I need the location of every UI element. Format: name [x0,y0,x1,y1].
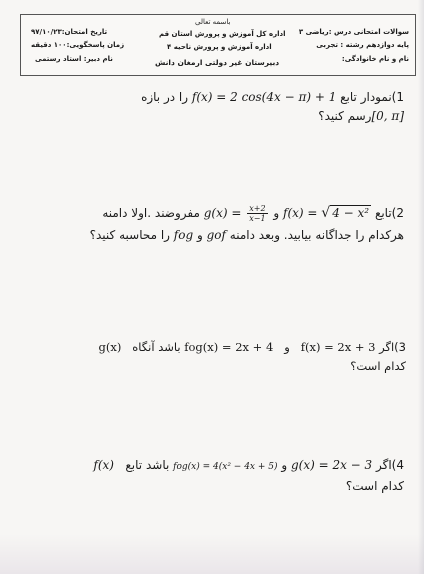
question-3 [26,338,406,376]
question-2-f-lhs: f(x) = [283,206,322,220]
question-3-text-b: باشد آنگاه [132,340,181,354]
question-2-text-a: تابع [374,206,392,220]
question-2-g-formula [203,204,270,223]
question-1-line-2 [74,107,404,126]
question-4-conj: و [281,458,288,472]
school-name: دبیرستان غیر دولتی ارمغان دانش [155,58,280,67]
question-2-conj: و [273,206,280,220]
question-2-conj2: و [196,228,203,242]
question-2-gof: gof [206,228,226,242]
question-1-text-c: رسم کنید؟ [318,109,372,123]
question-1 [74,88,404,126]
question-4 [24,456,404,496]
question-4-fog-formula: fog(x) = 4(x² − 4x + 5) [173,462,278,472]
fraction-numerator: x+2 [249,204,266,213]
question-4-f-term: f(x) [93,458,114,472]
question-4-line-1 [24,456,404,477]
question-2-fog: fog [173,228,194,242]
question-4-line2: کدام است؟ [345,479,404,493]
question-3-line2: کدام است؟ [350,359,406,373]
scan-shadow-bottom [0,534,424,574]
question-2-line-2 [24,224,404,246]
question-2-text-b: مفروضند .اولا دامنه [102,206,200,220]
question-4-number: 4) [391,458,404,472]
question-1-text-a: نمودار تابع [340,90,392,104]
question-1-line-1 [74,88,404,107]
exam-header [20,14,416,76]
org-line2: اداره آموزش و پرورش ناحیه ۴ [167,43,272,51]
question-2-f-radicand: 4 − x² [332,206,370,220]
question-4-text-b: باشد تابع [125,458,170,472]
question-3-line-1 [26,338,406,357]
exam-subject: سوالات امتحانی درس :ریاضی ۳ [298,28,409,36]
basmala: باسمه تعالی [195,18,231,26]
question-2-line2-a: هرکدام را جداگانه بیابید. وبعد دامنه [229,228,404,242]
question-2-g-fraction [247,204,267,223]
question-3-number: 3) [394,340,406,354]
question-1-number: 1) [391,90,404,104]
fraction-denominator: x−1 [249,214,266,223]
question-2-f-formula [283,206,371,220]
sqrt-icon: √ [321,205,331,221]
question-1-formula: f(x) = 2 cos(4x − π) + 1 [191,90,337,104]
question-2-line-1 [24,202,404,224]
question-4-line-2 [24,477,404,496]
question-3-conj: و [284,340,290,354]
question-1-interval: [0, π] [371,109,404,123]
question-3-f-formula: f(x) = 2x + 3 [300,340,376,354]
student-name-field: نام و نام خانوادگی: [341,55,409,63]
question-1-text-b: را در بازه [141,90,189,104]
grade-field: پایه دوازدهم رشته : تجربی [316,41,409,49]
question-2-g-lhs: g(x) = [203,206,246,220]
scan-shadow-right [418,0,424,574]
question-3-fog-formula: fog(x) = 2x + 4 [184,340,274,354]
question-2 [24,202,404,246]
exam-date: تاریخ امتحان:۹۷/۱۰/۲۳ [31,28,108,36]
question-4-g-formula: g(x) = 2x − 3 [290,458,373,472]
question-3-g-term: g(x) [98,340,122,354]
question-3-text-a: اگر [379,340,395,354]
org-line1: اداره کل آموزش و پرورش استان قم [159,30,286,38]
question-4-text-a: اگر [376,458,392,472]
teacher-name: نام دبیر: استاد رستمی [35,55,113,63]
question-2-line2-b: را محاسبه کنید؟ [89,228,170,242]
question-3-line-2 [26,357,406,376]
exam-duration: زمان پاسخگویی:۱۰۰ دقیقه [31,41,125,49]
question-2-number: 2) [391,206,404,220]
